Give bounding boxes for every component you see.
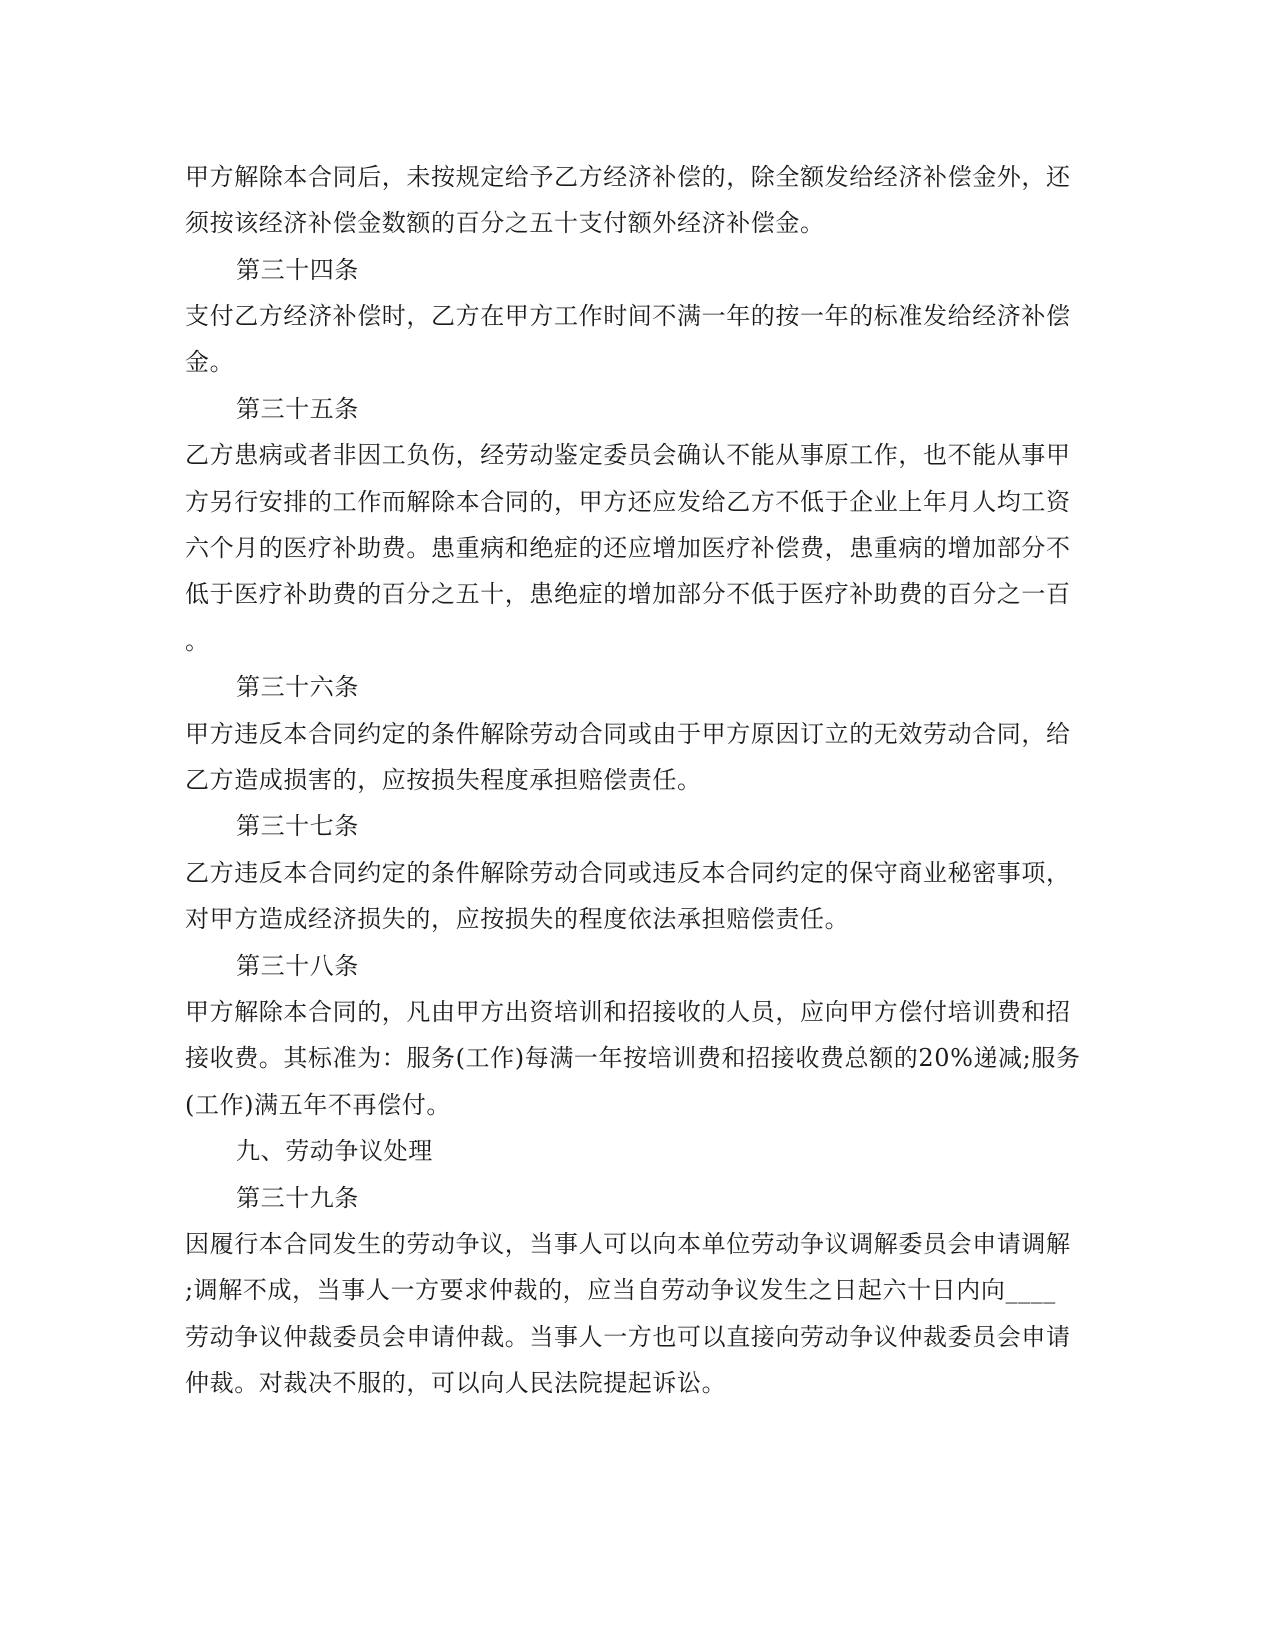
body-text-line: 甲方解除本合同后，未按规定给予乙方经济补偿的，除全额发给经济补偿金外，还 <box>185 163 1071 191</box>
body-text-line: 须按该经济补偿金数额的百分之五十支付额外经济补偿金。 <box>185 209 825 237</box>
article-heading: 第三十六条 <box>236 673 359 701</box>
body-text-line: 支付乙方经济补偿时，乙方在甲方工作时间不满一年的按一年的标准发给经济补偿 <box>185 302 1071 330</box>
article-heading: 第三十四条 <box>236 256 359 284</box>
body-text-line: 金。 <box>185 348 235 376</box>
body-text-line: 六个月的医疗补助费。患重病和绝症的还应增加医疗补偿费，患重病的增加部分不 <box>185 534 1071 562</box>
body-text-line: 甲方解除本合同的，凡由甲方出资培训和招接收的人员，应向甲方偿付培训费和招 <box>185 998 1071 1026</box>
body-text-line: 低于医疗补助费的百分之五十，患绝症的增加部分不低于医疗补助费的百分之一百 <box>185 580 1071 608</box>
body-text-line: 仲裁。对裁决不服的，可以向人民法院提起诉讼。 <box>185 1369 727 1397</box>
body-text-line: 乙方患病或者非因工负伤，经劳动鉴定委员会确认不能从事原工作，也不能从事甲 <box>185 441 1071 469</box>
body-text-line: 乙方违反本合同约定的条件解除劳动合同或违反本合同约定的保守商业秘密事项， <box>185 859 1071 887</box>
body-text-line: 。 <box>185 627 210 655</box>
article-heading: 第三十七条 <box>236 812 359 840</box>
body-text-line: 乙方造成损害的，应按损失程度承担赔偿责任。 <box>185 766 702 794</box>
body-text-line: 对甲方造成经济损失的，应按损失的程度依法承担赔偿责任。 <box>185 905 850 933</box>
body-text-line: 方另行安排的工作而解除本合同的，甲方还应发给乙方不低于企业上年月人均工资 <box>185 488 1071 516</box>
body-text-line: ;调解不成，当事人一方要求仲裁的，应当自劳动争议发生之日起六十日内向____ <box>185 1276 1056 1304</box>
article-heading: 第三十八条 <box>236 952 359 980</box>
body-text-line: 因履行本合同发生的劳动争议，当事人可以向本单位劳动争议调解委员会申请调解 <box>185 1230 1071 1258</box>
body-text-line: 甲方违反本合同约定的条件解除劳动合同或由于甲方原因订立的无效劳动合同，给 <box>185 720 1071 748</box>
article-heading: 第三十九条 <box>236 1184 359 1212</box>
body-text-line: (工作)满五年不再偿付。 <box>185 1091 451 1119</box>
article-heading: 第三十五条 <box>236 395 359 423</box>
body-text-line: 接收费。其标准为：服务(工作)每满一年按培训费和招接收费总额的20%递减;服务 <box>185 1044 1081 1072</box>
section-heading: 九、劳动争议处理 <box>236 1137 433 1165</box>
body-text-line: 劳动争议仲裁委员会申请仲裁。当事人一方也可以直接向劳动争议仲裁委员会申请 <box>185 1323 1071 1351</box>
